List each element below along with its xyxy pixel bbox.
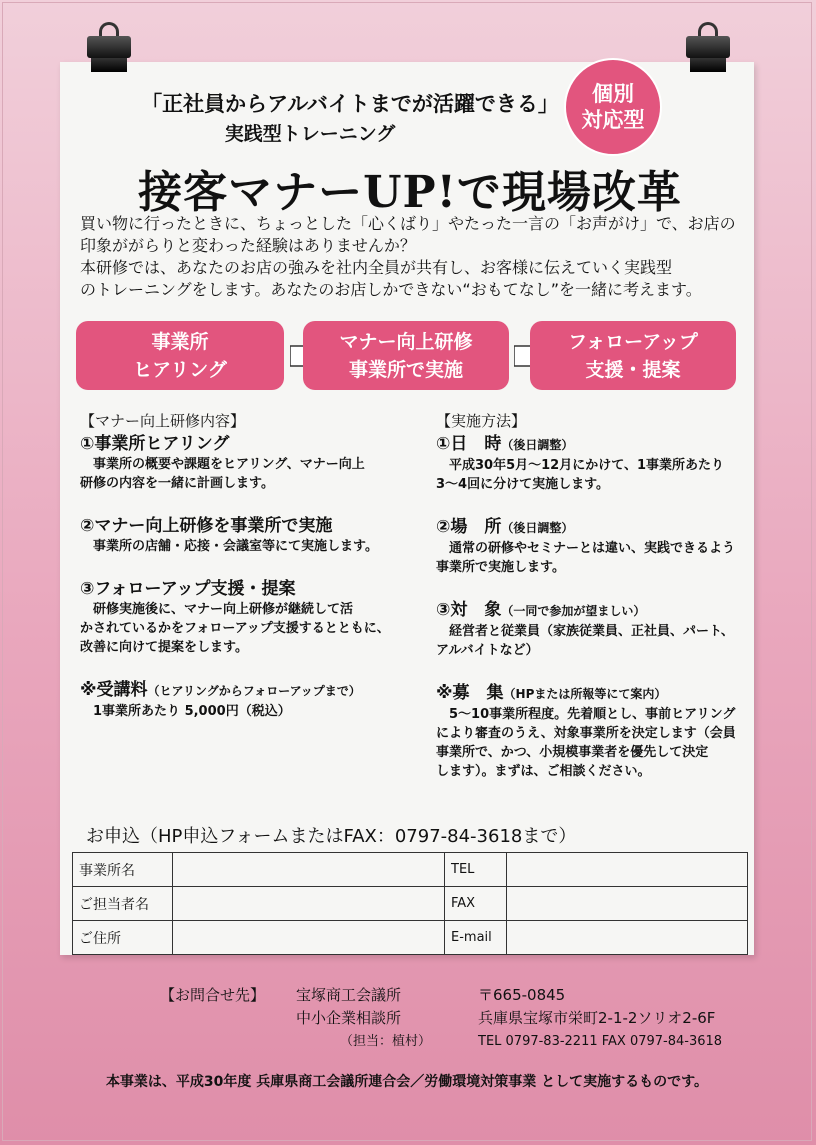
flow-step-line: 事業所: [151, 330, 209, 353]
item-body: 研修の内容を一緒に計画します。: [80, 476, 274, 491]
item-body: 通常の研修やセミナーとは違い、実践できるよう: [449, 541, 736, 556]
form-row: [73, 921, 748, 955]
item-body: 事業所で実施します。: [436, 560, 565, 575]
intro-text: [80, 213, 750, 301]
fee-tax: （税込）: [238, 704, 291, 719]
item-title: [436, 516, 766, 539]
item-body: 事業所の概要や課題をヒアリング、マナー向上: [93, 457, 365, 472]
apply-title: お申込（HP申込フォームまたはFAX：0797-84-3618まで）: [86, 826, 577, 847]
fee-amount: 1事業所あたり 5,000円: [93, 704, 239, 719]
company-name-field[interactable]: [173, 853, 445, 887]
date-note: （後日調整）: [501, 438, 574, 452]
address-field[interactable]: [173, 921, 445, 955]
fee-note: （ヒアリングからフォローアップまで）: [147, 684, 361, 698]
implementation-section: [436, 412, 766, 781]
fee-label: ※受講料: [80, 680, 148, 700]
form-label: ご住所: [73, 921, 173, 955]
section-heading: 【実施方法】: [436, 412, 527, 430]
intro-line: 印象ががらりと変わった経験はありませんか？: [80, 236, 416, 255]
subtitle: 「正社員からアルバイトまでが活躍できる」: [141, 92, 559, 116]
intro-line: のトレーニングをします。あなたのお店しかできない“おもてなし”を一緒に考えます。: [80, 280, 702, 299]
item-body: 改善に向けて提案をします。: [80, 640, 248, 655]
address: 兵庫県宝塚市栄町2-1-2ソリオ2-6F: [478, 1009, 716, 1027]
flow-step-hearing: [76, 321, 284, 390]
item-body: します）。まずは、ご相談ください。: [436, 764, 651, 779]
footnote: 本事業は、平成30年度 兵庫県商工会議所連合会／労働環境対策事業 として実施するものです。: [105, 1074, 709, 1090]
form-label: ご担当者名: [73, 887, 173, 921]
item-body: 事業所の店舗・応接・会議室等にて実施します。: [93, 539, 378, 554]
contact-person-field[interactable]: [173, 887, 445, 921]
form-label: E-mail: [445, 921, 507, 955]
zip-code: 〒665-0845: [478, 986, 566, 1004]
org-name: 宝塚商工会議所: [296, 986, 402, 1004]
subtitle-training: 実践型トレーニング: [224, 123, 396, 145]
badge-line: 対応型: [581, 108, 645, 132]
date-title: ①日 時: [436, 434, 502, 454]
form-row: [73, 887, 748, 921]
flow-step-line: マナー向上研修: [339, 330, 473, 353]
form-label: FAX: [445, 887, 507, 921]
item-body: かされているかをフォローアップ支援するとともに、: [80, 621, 390, 636]
item-body: により審査のうえ、対象事業所を決定します（会員: [436, 726, 736, 741]
item-body: 研修実施後に、マナー向上研修が継続して活: [93, 602, 354, 617]
flow-step-line: フォローアップ: [568, 330, 698, 353]
target-note: （一同で参加が望ましい）: [501, 604, 646, 618]
flow-step-line: 事業所で実施: [348, 358, 463, 381]
badge-line: 個別: [592, 82, 634, 106]
item-title: [436, 433, 766, 456]
item-title: ①事業所ヒアリング: [80, 434, 230, 454]
item-body: アルバイトなど）: [436, 643, 539, 658]
flow-step-followup: [530, 321, 736, 390]
item-title: ③フォローアップ支援・提案: [80, 579, 296, 599]
tel-field[interactable]: [507, 853, 748, 887]
item-body: 経営者と従業員（家族従業員、正社員、パート、: [449, 624, 734, 639]
page-title: 接客マナーUP!で現場改革: [138, 167, 682, 218]
flow-step-training: [303, 321, 509, 390]
contact-organization: [296, 984, 431, 1053]
fax-field[interactable]: [507, 887, 748, 921]
flow-step-line: 支援・提案: [585, 358, 681, 381]
recruit-title: ※募 集: [436, 683, 504, 703]
org-name: 中小企業相談所: [296, 1009, 402, 1027]
item-body: 平成30年5月～12月にかけて、1事業所あたり: [449, 458, 725, 473]
email-field[interactable]: [507, 921, 748, 955]
tel-fax: TEL 0797-83-2211 FAX 0797-84-3618: [478, 1034, 723, 1049]
place-title: ②場 所: [436, 517, 502, 537]
fee-title: [80, 679, 420, 702]
recruit-note: （HPまたは所報等にて案内）: [503, 687, 667, 701]
contact-person: （担当：植村）: [340, 1034, 432, 1049]
fee-body: [80, 702, 420, 721]
binder-clip-icon: [87, 22, 131, 74]
item-body: 事業所で、かつ、小規模事業者を優先して決定: [436, 745, 709, 760]
binder-clip-icon: [686, 22, 730, 74]
application-form: [72, 852, 748, 955]
form-label: TEL: [445, 853, 507, 887]
contact-label: 【お問合せ先】: [160, 986, 266, 1004]
contact-address: [478, 984, 778, 1053]
item-body: 5～10事業所程度。先着順とし、事前ヒアリング: [449, 707, 736, 722]
form-label: 事業所名: [73, 853, 173, 887]
intro-line: 本研修では、あなたのお店の強みを社内全員が共有し、お客様に伝えていく実践型: [80, 258, 673, 277]
intro-line: 買い物に行ったときに、ちょっとした「心くばり」やたった一言の「お声がけ」で、お店の: [80, 214, 736, 233]
form-row: [73, 853, 748, 887]
item-title: ②マナー向上研修を事業所で実施: [80, 516, 333, 536]
place-note: （後日調整）: [501, 521, 574, 535]
item-title: [436, 599, 766, 622]
target-title: ③対 象: [436, 600, 502, 620]
item-body: 3～4回に分けて実施します。: [436, 477, 610, 492]
training-content-section: [80, 412, 420, 721]
item-title: [436, 682, 766, 705]
flow-step-line: ヒアリング: [133, 358, 227, 381]
section-heading: 【マナー向上研修内容】: [80, 412, 246, 430]
